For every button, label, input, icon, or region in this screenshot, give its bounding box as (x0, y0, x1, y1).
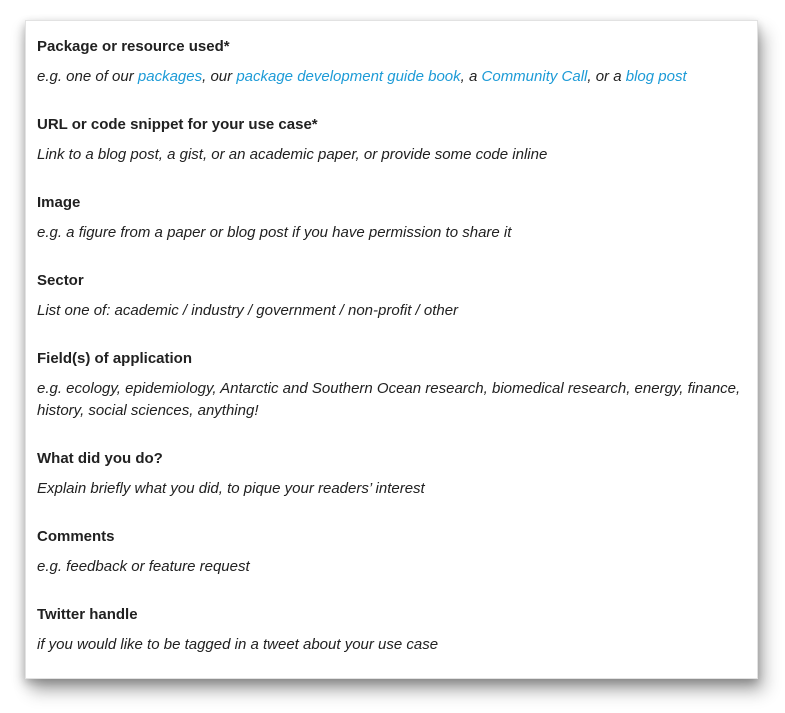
field-description: e.g. a figure from a paper or blog post if you have permission to share it (37, 224, 512, 241)
field-description: List one of: academic / industry / government / non-profit / other (37, 302, 459, 319)
field-description: Explain briefly what you did, to pique your readers’ interest (37, 480, 425, 497)
field-label: Field(s) of application (37, 350, 193, 367)
description-text: e.g. one of our (37, 68, 138, 85)
description-text: , a (460, 68, 482, 85)
field-comments (37, 526, 745, 578)
link-community-call[interactable]: Community Call (481, 68, 588, 85)
field-label: Twitter handle (37, 606, 138, 623)
description-text: , or a (587, 68, 626, 85)
link-packages[interactable]: packages (137, 68, 203, 85)
link-package-development-guide-book[interactable]: package development guide book (236, 68, 461, 85)
description-text: , our (202, 68, 237, 85)
field-description: e.g. feedback or feature request (37, 558, 250, 575)
field-label: Image (37, 194, 81, 211)
field-twitter-handle (37, 604, 745, 656)
field-image (37, 192, 745, 244)
field-description: Link to a blog post, a gist, or an academic paper, or provide some code inline (37, 146, 548, 163)
field-label: What did you do? (37, 450, 163, 467)
field-description: e.g. ecology, epidemiology, Antarctic and Southern Ocean research, biomedical research, energy, finance, history, social sciences, anything! (37, 380, 741, 419)
field-label: Sector (37, 272, 84, 289)
link-blog-post[interactable]: blog post (625, 68, 687, 85)
field-label: Comments (37, 528, 115, 545)
field-label: Package or resource used* (37, 38, 230, 55)
field-package-or-resource (37, 36, 745, 88)
field-what-did-you-do (37, 448, 745, 500)
field-description: if you would like to be tagged in a tweet about your use case (37, 636, 439, 653)
field-label: URL or code snippet for your use case* (37, 116, 318, 133)
field-description (37, 66, 745, 88)
field-fields-of-application (37, 348, 745, 422)
field-url-or-code-snippet (37, 114, 745, 166)
field-sector (37, 270, 745, 322)
form-template-card (25, 20, 758, 679)
